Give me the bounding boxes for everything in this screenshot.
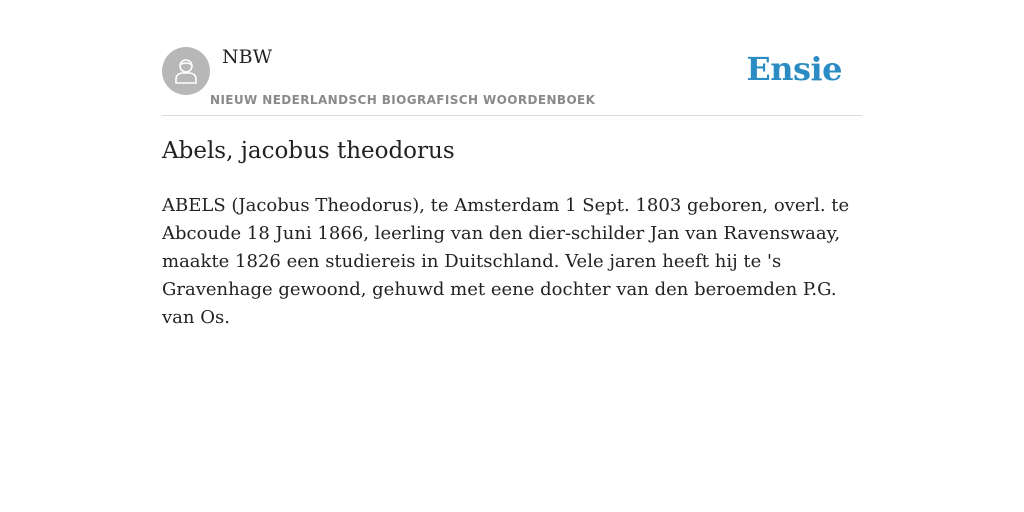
user-icon: [174, 57, 198, 85]
article-body: ABELS (Jacobus Theodorus), te Amsterdam 1 Sept. 1803 geboren, overl. te Abcoude 18 Juni 1866, leerling van den dier-schilder Jan van Ravenswaay, maakte 1826 een studiereis in Duitschland. Vele jaren heeft hij te 's Gravenhage gewoond, gehuwd met eene dochter van den beroemden P.G. van Os.: [162, 195, 850, 328]
source-name[interactable]: NBW: [222, 46, 273, 68]
ensie-logo[interactable]: Ensie: [746, 50, 842, 88]
source-full-name: NIEUW NEDERLANDSCH BIOGRAFISCH WOORDENBOEK: [210, 93, 596, 107]
article-title: Abels, jacobus theodorus: [162, 138, 455, 164]
source-header: [162, 40, 862, 116]
source-avatar[interactable]: [162, 47, 210, 95]
